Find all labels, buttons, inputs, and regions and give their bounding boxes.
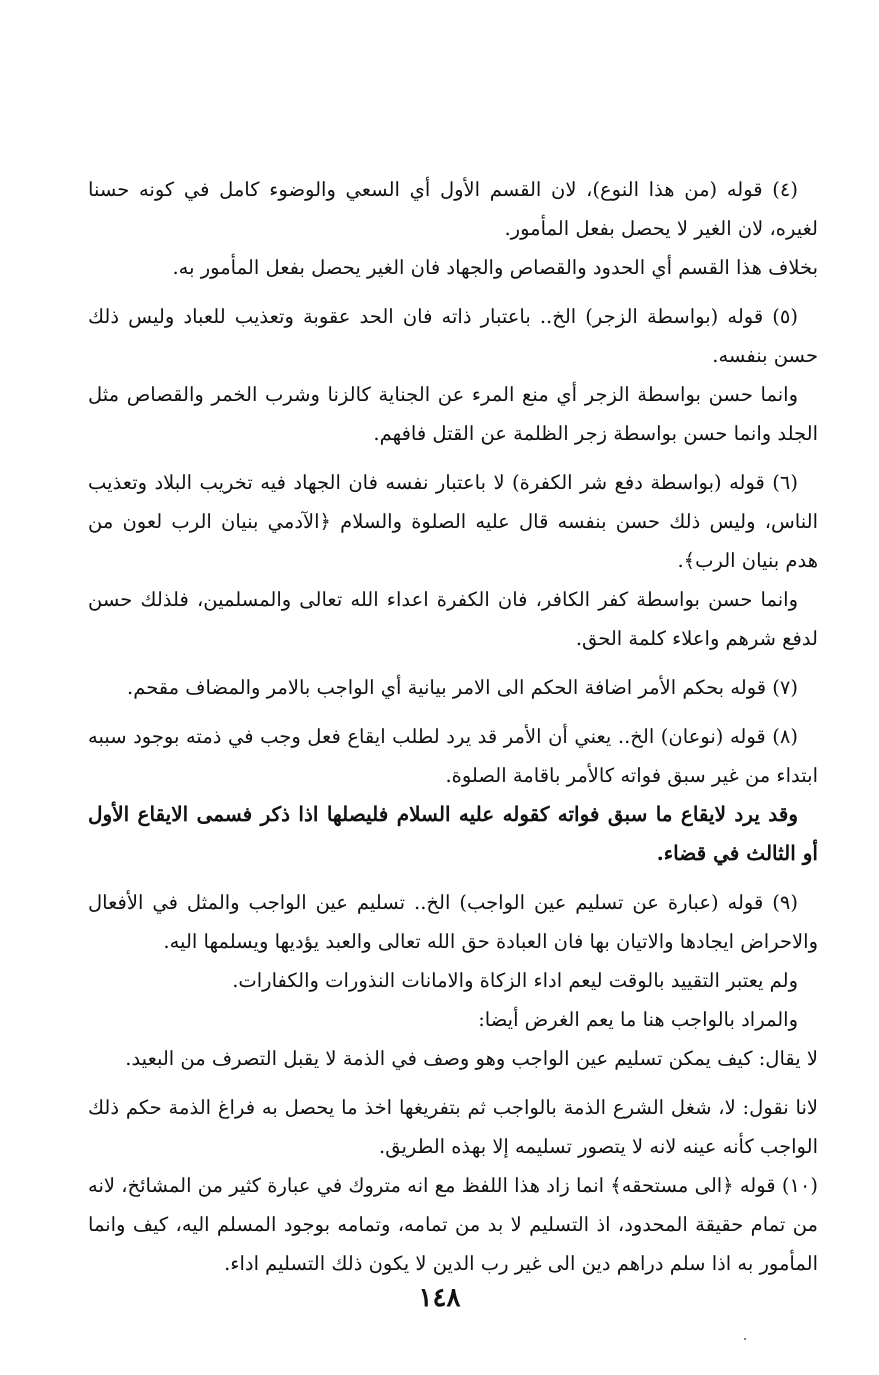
paragraph-note-9-timing: ولم يعتبر التقييد بالوقت ليعم اداء الزكاة والامانات النذورات والكفارات. [232,969,798,992]
paragraph-note-9-answer: لانا نقول: لا، شغل الشرع الذمة بالواجب ثم بتفريغها اخذ ما يحصل به فراغ الذمة حكم ذلك الواجب كأنه عينه لانه لا يتصور تسليمه إلا بهذه الطريق. [88,1096,818,1158]
scan-speck [744,1338,746,1340]
paragraph-note-8: (٨) قوله (نوعان) الخ.. يعني أن الأمر قد يرد لطلب ايقاع فعل وجب في ذمته بوجود سببه ابتداء من غير سبق فواته كالأمر باقامة الصلوة. [88,725,818,787]
paragraph-note-6: (٦) قوله (بواسطة دفع شر الكفرة) لا باعتبار نفسه فان الجهاد فيه تخريب البلاد وتعذيب الناس، وليس ذلك حسن بنفسه قال عليه الصلوة والسلام ﴿الآدمي بنيان الرب لعون من هدم بنيان الرب﴾. [88,471,818,572]
paragraph-note-6-continued: وانما حسن بواسطة كفر الكافر، فان الكفرة اعداء الله تعالى والمسلمين، فلذلك حسن لدفع شرهم واعلاء كلمة الحق. [88,588,818,650]
paragraph-note-9: (٩) قوله (عبارة عن تسليم عين الواجب) الخ.. تسليم عين الواجب والمثل في الأفعال والاحراض ايجادها والاتيان بها فان العبادة حق الله تعالى والعبد يؤديها ويسلمها اليه. [88,891,818,953]
paragraph-note-5-continued: وانما حسن بواسطة الزجر أي منع المرء عن الجناية كالزنا وشرب الخمر والقصاص مثل الجلد وانما حسن بواسطة زجر الظلمة عن القتل فافهم. [88,383,818,445]
paragraph-note-4-continued: بخلاف هذا القسم أي الحدود والقصاص والجهاد فان الغير يحصل بفعل المأمور به. [172,256,818,279]
paragraph-note-8-bold: وقد يرد لايقاع ما سبق فواته كقوله عليه السلام فليصلها اذا ذكر فسمى الايقاع الأول أو الثالث في قضاء. [88,802,818,865]
page-body [88,170,818,1283]
paragraph-note-5: (٥) قوله (بواسطة الزجر) الخ.. باعتبار ذاته فان الحد عقوبة وتعذيب للعباد وليس ذلك حسن بنفسه. [88,305,818,367]
paragraph-note-10: (١٠) قوله ﴿الى مستحقه﴾ انما زاد هذا اللفظ مع انه متروك في عبارة كثير من المشائخ، لانه من تمام حقيقة المحدود، اذ التسليم لا بد من تمامه، وتمامه بوجود المسلم اليه، كيف وانما المأمور به اذا سلم دراهم دين الى غير رب الدين لا يكون ذلك التسليم اداء. [88,1174,818,1275]
paragraph-note-7: (٧) قوله بحكم الأمر اضافة الحكم الى الامر بيانية أي الواجب بالامر والمضاف مقحم. [127,676,798,699]
page-number: ١٤٨ [418,1283,461,1313]
paragraph-note-9-meaning: والمراد بالواجب هنا ما يعم الغرض أيضا: [478,1008,798,1031]
paragraph-note-9-objection: لا يقال: كيف يمكن تسليم عين الواجب وهو وصف في الذمة لا يقبل التصرف من البعيد. [125,1047,818,1070]
paragraph-note-4: (٤) قوله (من هذا النوع)، لان القسم الأول أي السعي والوضوء كامل في كونه حسنا لغيره، لان الغير لا يحصل بفعل المأمور. [88,178,818,240]
